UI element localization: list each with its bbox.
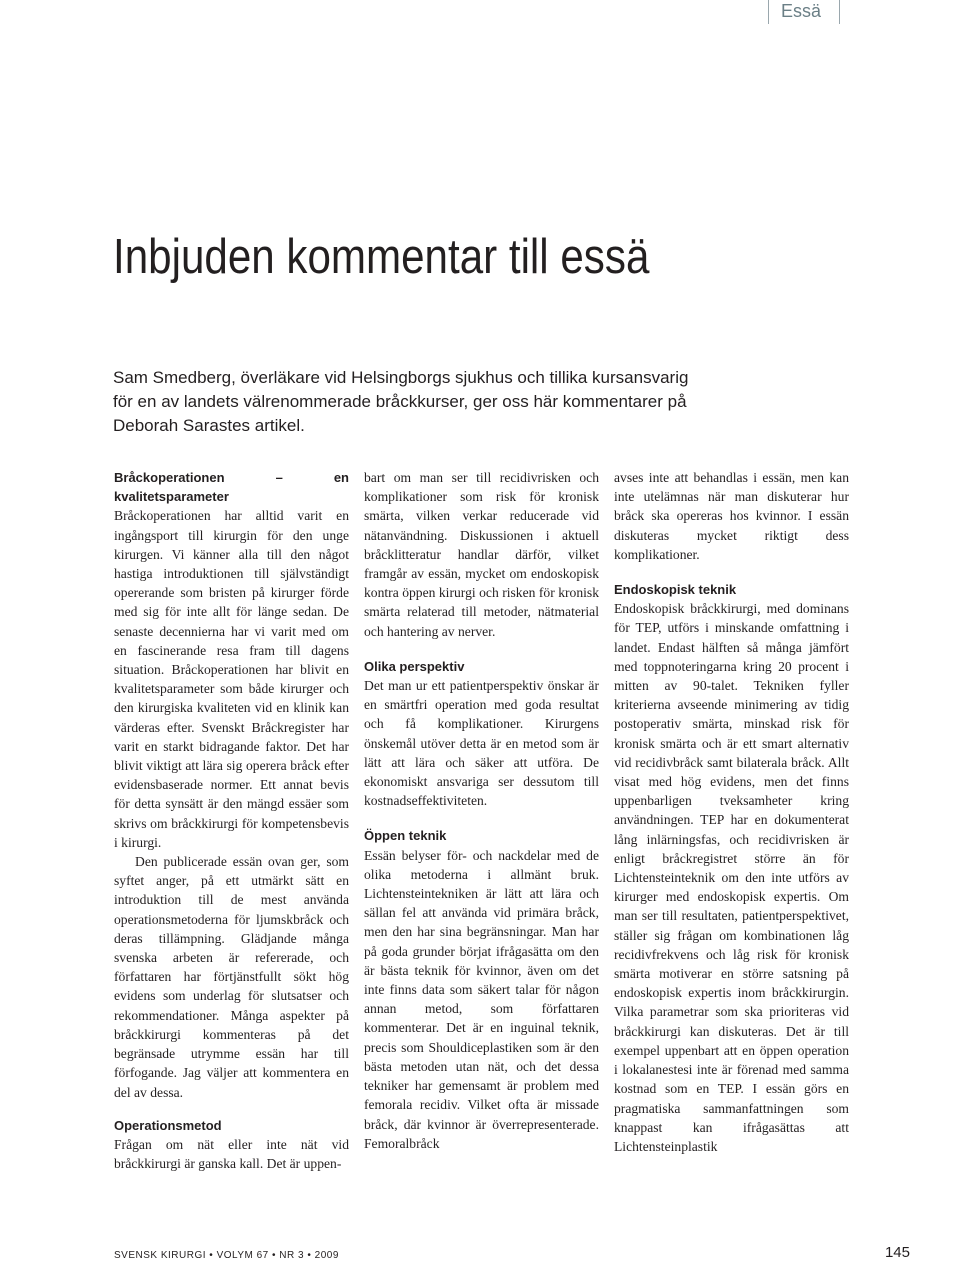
paragraph: Essän belyser för- och nackdelar med de olika metoderna i allmänt bruk. Lichtensteintekniken är lätt att lära och sällan fel att använda vid primära bråck, men den har sina begränsningar. Man har på goda grunder börjat ifrågasätta om den är bästa teknik för kvinnor, även om det inte finns data som säkert talar för någon annan metod, som författaren kommenterar. Det är en inguinal teknik, precis som Shouldiceplastiken som är den bästa metoden utan nät, och det dessa tekniker har gemensamt är problem med femorala recidiv. Vilket ofta är missade bråck, där kvinnor är överrepresenterade. Femoralbråck bbox=[364, 847, 599, 1151]
heading-operationsmetod: Operationsmetod bbox=[114, 1117, 222, 1133]
text-column-2 bbox=[364, 468, 599, 1153]
journal-footer: SVENSK KIRURGI • VOLYM 67 • NR 3 • 2009 bbox=[114, 1250, 339, 1261]
heading-oppen-teknik: Öppen teknik bbox=[364, 828, 447, 844]
heading-endoskopisk-teknik: Endoskopisk teknik bbox=[614, 582, 737, 598]
heading-olika-perspektiv: Olika perspektiv bbox=[364, 658, 465, 674]
text-column-1 bbox=[114, 468, 349, 1173]
paragraph: bart om man ser till recidivrisken och komplikationer som risk för kronisk smärta, vilken verkar reducerade vid nätanvändning. Diskussionen i aktuell bråcklitteratur handlar därför, vilket framgår av essän, mycket om endoskopisk kontra öppen kirurgi och risken för kronisk smärta relaterad till metoder, nätmaterial och hantering av nerver. bbox=[364, 470, 599, 639]
paragraph: Det man ur ett patientperspektiv önskar är en smärtfri operation med goda resultat och få komplikationer. Kirurgens önskemål utöver detta är en metod som är lätt att lära och säker att utföra. De ekonomiskt ansvariga ser dessutom till kostnadseffektiviteten. bbox=[364, 678, 599, 809]
paragraph: Endoskopisk bråckkirurgi, med dominans för TEP, utförs i minskande omfattning i landet. Endast hälften så många jämfört med toppnoteringarna kring 20 procent i mitten av 90-talet. Tekniken fyller kriterierna avseende minimering av tidig postoperativ smärta, minskad risk för kronisk smärta och är ett smart alternativ vid recidivbråck samt bilaterala bråck. Allt visat med hög evidens, men det finns uppenbarligen tveksamheter kring användningen. TEP har en dokumenterat lång inlärningsfas, och recidivrisken är enligt bråckregistret större än för Lichtensteinteknik om den inte utförs av kirurger med endoskopisk expertis. Om man ser till resultaten, patientperspektivet, ställer sig frågan om kombinationen låg recidivfrekvens och låg risk för kronisk smärta motiverar en större satsning på endoskopisk expertis inom bråckkirurgin. Vilka parametrar som ska prioriteras vid bråckkirurgi kan diskuteras. Det är till exempel uppenbart att en öppen operation i lokalanestesi inte är förenad med samma kostnad som en TEP. I essän görs en pragmatiska sammanfattningen som knappast kan ifrågasättas att Lichtensteinplastik bbox=[614, 601, 849, 1154]
section-label: Essä bbox=[781, 1, 822, 21]
page-number: 145 bbox=[884, 1244, 910, 1261]
article-lead: Sam Smedberg, överläkare vid Helsingborgs sjukhus och tillika kursansvarig för en av landets välrenommerade bråckkurser, ger oss här kommentarer på Deborah Sarastes artikel. bbox=[113, 368, 689, 435]
article-title: Inbjuden kommentar till essä bbox=[113, 230, 650, 284]
heading-brackoperationen: Bråckoperationen – en kvalitetsparameter bbox=[114, 470, 349, 505]
text-column-3 bbox=[614, 468, 849, 1156]
paragraph: avses inte att behandlas i essän, men kan inte utelämnas när man diskuterar hur bråck ska opereras hos kvinnor. I essän diskuteras mycket riktigt dess komplikationer. bbox=[614, 470, 849, 562]
paragraph: Bråckoperationen har alltid varit en ingångsport till kirurgin för den unge kirurgen. Vi känner alla till den något hastiga introduktionen till självständigt opererande som bristen på kirurger förde med sig för inte allt för länge sedan. De senaste decennierna har vi varit med om en fascinerande resa fram till dagens situation. Bråckoperationen har blivit en kvalitetsparameter som både kirurger och den kirurgiska kvaliteten vid en klinik kan värderas efter. Svenskt Bråckregister har varit en starkt bidragande faktor. Det har blivit viktigt att lära sig operera bråck efter evidensbaserade normer. Ett annat bevis för detta synsätt är den mängd essäer som skrivs om bråckkirurgi för kompetensbevis i kirurgi. bbox=[114, 508, 349, 850]
paragraph: Den publicerade essän ovan ger, som syftet anger, på ett utmärkt sätt en introduktion till de mest använda operationsmetoderna för ljumskbråck och deras tillämpning. Glädjande många svenska arbeten är refererade, och författaren har förtjänstfullt sökt hög evidens som underlag för slutsatser och rekommendationer. Många aspekter på bråckkirurgi kommenteras på det begränsade utrymme essän har till förfogande. Jag väljer att kommentera en del av dessa. bbox=[114, 854, 349, 1100]
paragraph: Frågan om nät eller inte nät vid bråckkirurgi är ganska kall. Det är uppen- bbox=[114, 1136, 349, 1172]
section-tag bbox=[768, 0, 840, 24]
